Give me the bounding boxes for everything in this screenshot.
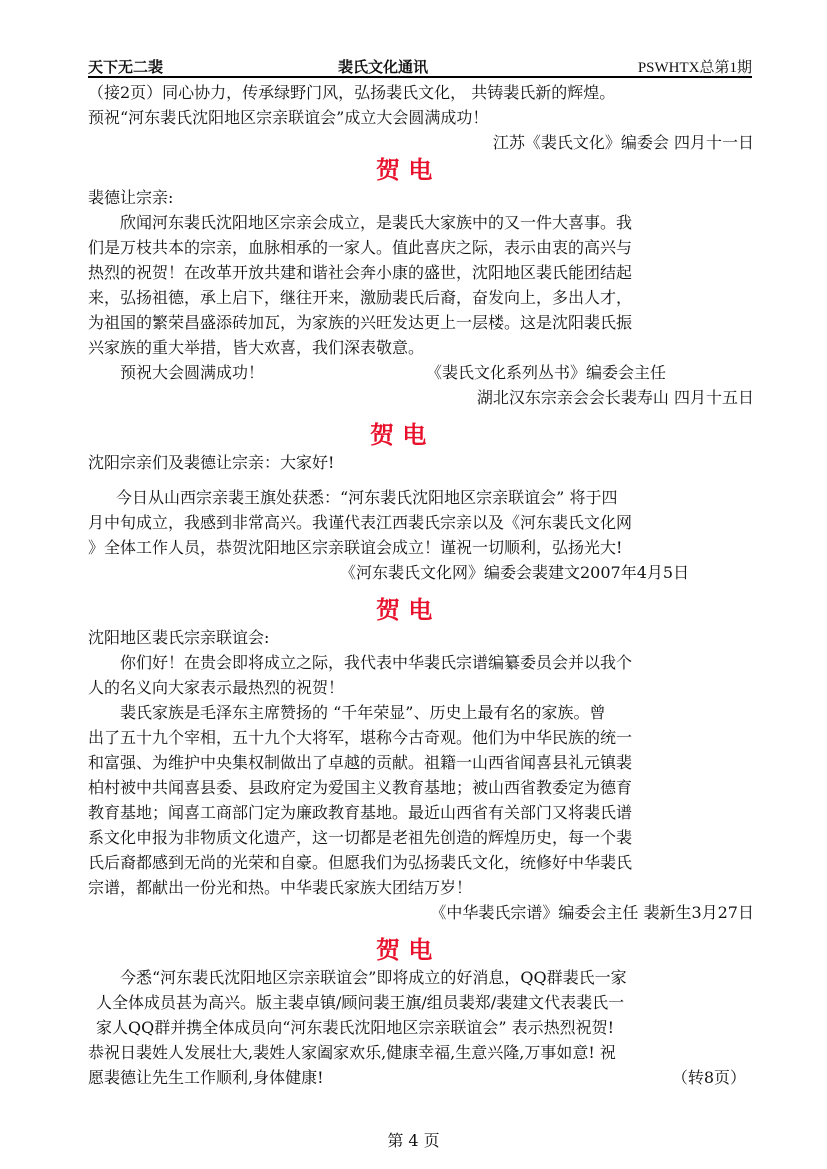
text-line: 氏后裔都感到无尚的光荣和自豪。但愿我们为弘扬裴氏文化，统修好中华裴氏 [88,853,633,872]
page-header [88,52,752,78]
text-line: 教育基地；闻喜工商部门定为廉政教育基地。最近山西省有关部门又将裴氏谱 [88,803,633,822]
section-title [88,155,754,185]
text-line: 家人QQ群并携全体成员向“河东裴氏沈阳地区宗亲联谊会” 表示热烈祝贺! [96,1018,615,1037]
signature: 湖北汉东宗亲会会长裴寿山 四月十五日 [476,388,754,407]
salutation: 沈阳地区裴氏宗亲联谊会: [88,628,270,647]
header-right: PSWHTX总第1期 [637,60,752,76]
greeting-3 [88,625,754,925]
title-text: 贺 电 [376,935,433,964]
signature: 《河东裴氏文化网》编委会裴建文2007年4月5日 [340,563,690,582]
section-title [88,595,754,625]
text-line: 裴氏家族是毛泽东主席赞扬的 “千年荣显”、历史上最有名的家族。曾 [120,703,606,722]
text-line: 热烈的祝贺！在改革开放共建和谐社会奔小康的盛世，沈阳地区裴氏能团结起 [88,263,633,282]
turn-page-note: （转8页） [671,1068,746,1087]
signature: 《裴氏文化系列丛书》编委会主任 [426,363,667,382]
text-line: 今悉“河东裴氏沈阳地区宗亲联谊会”即将成立的好消息，QQ群裴氏一家 [120,968,627,987]
text-line: 愿裴德让先生工作顺利,身体健康! [88,1068,324,1087]
title-text: 贺 电 [376,595,433,624]
text-line: 出了五十九个宰相，五十九个大将军，堪称今古奇观。他们为中华民族的统一 [88,728,633,747]
text-line: 宗谱，都献出一份光和热。中华裴氏家族大团结万岁！ [88,878,473,897]
text-line: 恭祝日裴姓人发展壮大,裴姓人家阖家欢乐,健康幸福,生意兴隆,万事如意! 祝 [88,1043,616,1062]
greeting-2 [88,450,754,585]
text-line: 》全体工作人员，恭贺沈阳地区宗亲联谊会成立！谨祝一切顺利，弘扬光大! [88,538,623,557]
text-line: 来，弘扬祖德，承上启下，继往开来，激励裴氏后裔，奋发向上，多出人才， [88,288,633,307]
section-title [88,420,754,450]
header-left: 天下无二裴 [88,58,164,76]
text-line: 今日从山西宗亲裴王旗处获悉：“河东裴氏沈阳地区宗亲联谊会” 将于四 [116,488,618,507]
text-line: 系文化申报为非物质文化遗产，这一切都是老祖先创造的辉煌历史，每一个裴 [88,828,633,847]
last-line [88,1065,754,1090]
section-continued [88,80,754,155]
title-text: 贺 电 [370,420,427,449]
greeting-1 [88,185,754,410]
text-line: 兴家族的重大举措，皆大欢喜，我们深表敬意。 [88,338,425,357]
salutation: 裴德让宗亲: [88,188,174,207]
text-line: 人全体成员甚为高兴。版主裴卓镇/顾问裴王旗/组员裴郑/裴建文代表裴氏一 [96,993,625,1012]
header-center: 裴氏文化通讯 [338,58,429,76]
text-line: 欣闻河东裴氏沈阳地区宗亲会成立，是裴氏大家族中的又一件大喜事。我 [120,213,633,232]
text-line: 月中旬成立，我感到非常高兴。我谨代表江西裴氏宗亲以及《河东裴氏文化网 [88,513,633,532]
signature: 江苏《裴氏文化》编委会 四月十一日 [492,133,754,152]
section-title [88,935,754,965]
signature: 《中华裴氏宗谱》编委会主任 裴新生3月27日 [430,903,754,922]
text-line: 们是万枝共本的宗亲，血脉相承的一家人。值此喜庆之际，表示由衷的高兴与 [88,238,633,257]
wish-line [88,360,754,385]
text-line: 你们好！在贵会即将成立之际，我代表中华裴氏宗谱编纂委员会并以我个 [120,653,633,672]
text-line: 和富强、为维护中央集权制做出了卓越的贡献。祖籍一山西省闻喜县礼元镇裴 [88,753,633,772]
page-number: 第 4 页 [387,1131,440,1150]
text-line: （接2页）同心协力，传承绿野门风，弘扬裴氏文化， 共铸裴氏新的辉煌。 [88,83,616,102]
text-line: 预祝“河东裴氏沈阳地区宗亲联谊会”成立大会圆满成功！ [88,108,489,127]
page-body [88,80,754,1090]
title-text: 贺 电 [376,155,433,184]
text-line: 人的名义向大家表示最热烈的祝贺！ [88,678,345,697]
text-line: 柏村被中共闻喜县委、县政府定为爱国主义教育基地；被山西省教委定为德育 [88,778,633,797]
salutation: 沈阳宗亲们及裴德让宗亲：大家好! [88,453,335,472]
text-line: 为祖国的繁荣昌盛添砖加瓦，为家族的兴旺发达更上一层楼。这是沈阳裴氏振 [88,313,633,332]
wish: 预祝大会圆满成功！ [120,363,265,382]
greeting-4 [88,965,754,1090]
